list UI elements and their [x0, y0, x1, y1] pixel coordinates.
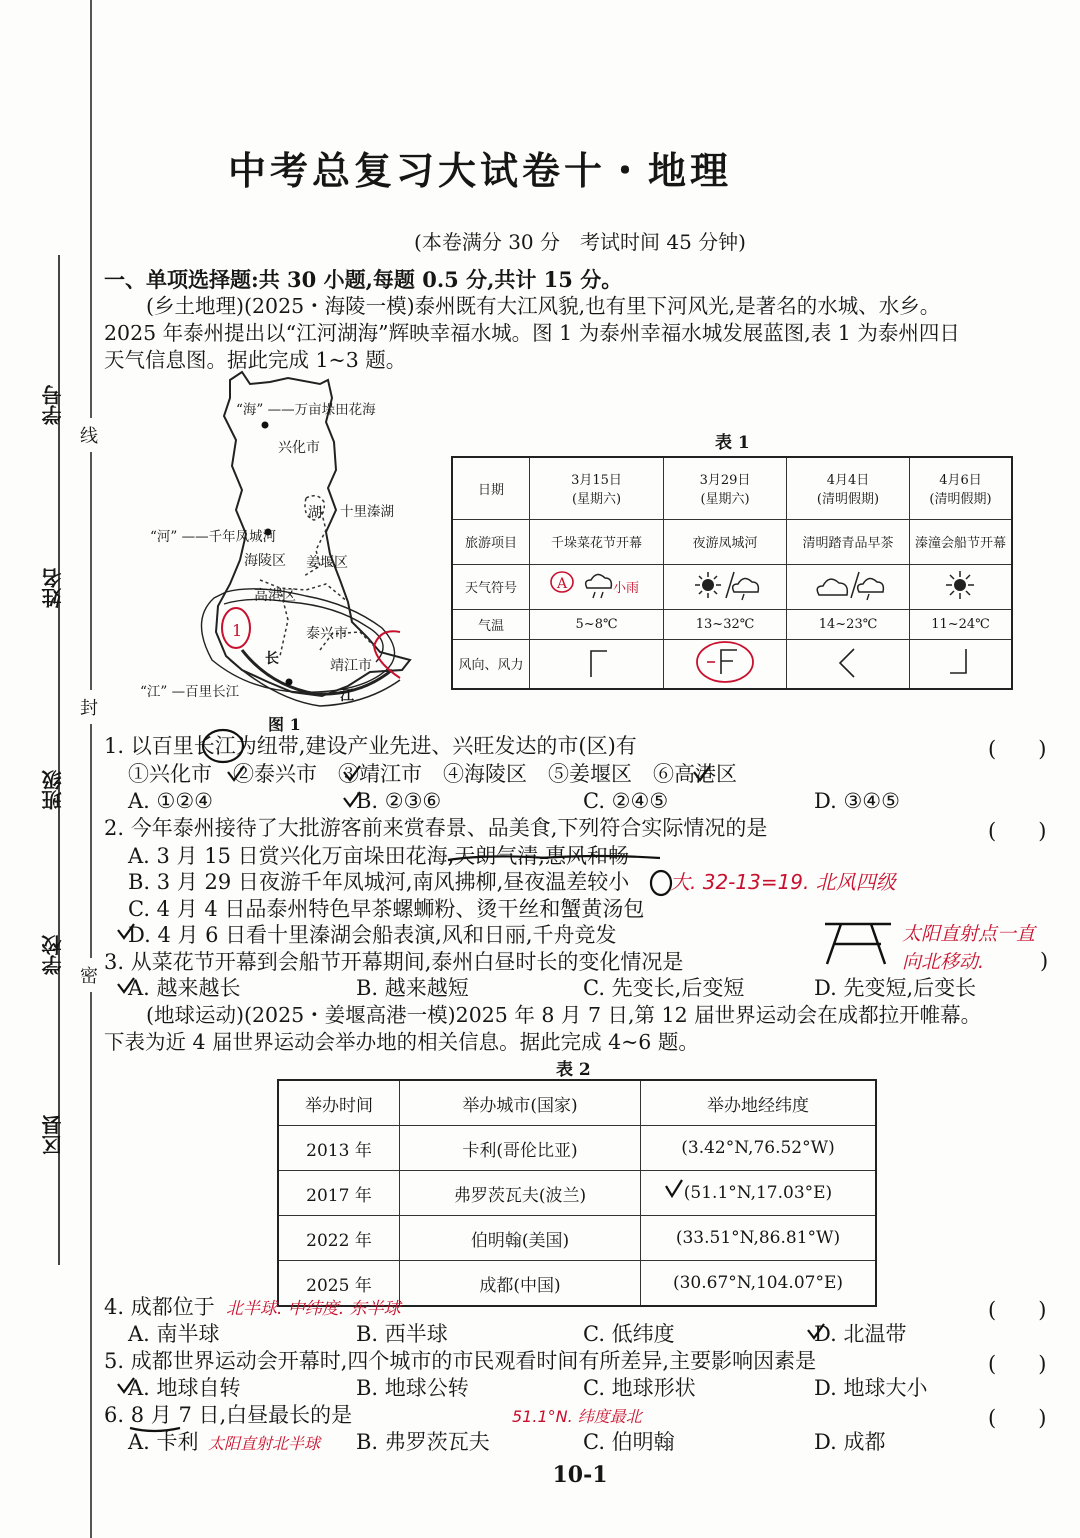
t2-cell-coords: (30.67°N,104.07°E) — [641, 1261, 877, 1307]
cut-mark-secret: 密 — [80, 958, 98, 992]
t2-header: 举办时间 — [278, 1080, 400, 1126]
handwritten-note-q6-a: 太阳直射北半球 — [208, 1434, 321, 1453]
t2-cell-city: 弗罗茨瓦夫(波兰) — [400, 1171, 641, 1216]
t2-cell-coords: (3.42°N,76.52°W) — [641, 1126, 877, 1171]
t1-project-cell: 溱潼会船节开幕 — [909, 519, 1012, 564]
t2-cell-coords: (33.51°N,86.81°W) — [641, 1216, 877, 1261]
q1-items: ①兴化市 ②泰兴市 ③靖江市 ④海陵区 ⑤姜堰区 ⑥高港区 — [128, 762, 737, 786]
option-c[interactable]: C. 先变长,后变短 — [583, 976, 745, 1000]
t1-date-cell: 4月6日 (清明假期) — [909, 457, 1012, 519]
table2-caption: 表 2 — [556, 1060, 591, 1080]
page-number: 10-1 — [552, 1462, 608, 1488]
answer-bracket[interactable]: ( ) — [988, 819, 1047, 843]
option-b[interactable]: B. ②③⑥ — [356, 789, 442, 813]
map-label-chang: 长 — [265, 651, 279, 667]
option-a[interactable]: A. ①②④ — [128, 789, 213, 813]
map-label-jiang-char: 江 — [340, 688, 354, 704]
side-label-student-id: 学号 — [41, 385, 65, 425]
svg-text:1: 1 — [232, 621, 243, 640]
t2-header: 举办地经纬度 — [641, 1080, 877, 1126]
question-3: 3. 从菜花节开幕到会船节开幕期间,泰州白昼时长的变化情况是 — [104, 950, 684, 974]
answer-bracket[interactable]: ( ) — [988, 1352, 1047, 1376]
t1-project-cell: 千垛菜花节开幕 — [530, 519, 664, 564]
option-c[interactable]: C. 伯明翰 — [583, 1430, 675, 1454]
handwritten-note-q6-b: 51.1°N. 纬度最北 — [512, 1407, 642, 1426]
t2-cell-city: 伯明翰(美国) — [400, 1216, 641, 1261]
t2-cell-year: 2022 年 — [278, 1216, 400, 1261]
option-c[interactable]: C. ②④⑤ — [583, 789, 669, 813]
question-4: 4. 成都位于 — [104, 1295, 215, 1319]
map-label-jiangyan: 姜堰区 — [306, 555, 348, 571]
option-d[interactable]: D. 先变短,后变长 — [814, 976, 977, 1000]
t2-cell-year: 2025 年 — [278, 1261, 400, 1307]
t1-temp-cell: 14~23℃ — [787, 609, 910, 639]
answer-bracket[interactable]: ( ) — [988, 737, 1047, 761]
t1-header-wind: 风向、风力 — [452, 639, 530, 689]
exam-info: (本卷满分 30 分 考试时间 45 分钟) — [414, 230, 746, 254]
option-a[interactable]: A. 南半球 — [128, 1322, 220, 1346]
option-b[interactable]: B. 地球公转 — [356, 1376, 469, 1400]
question-2: 2. 今年泰州接待了大批游客前来赏春景、品美食,下列符合实际情况的是 — [104, 816, 768, 840]
page-title: 中考总复习大试卷十・地理 — [227, 149, 732, 193]
t2-cell-city: 成都(中国) — [400, 1261, 641, 1307]
option-c[interactable]: C. 4 月 4 日品泰州特色早茶螺蛳粉、烫干丝和蟹黄汤包 — [128, 897, 645, 921]
map-label-jingjiang: 靖江市 — [330, 658, 372, 674]
answer-bracket[interactable]: ( ) — [988, 1406, 1047, 1430]
handwritten-note-q3: 太阳直射点一直向北移动. — [902, 923, 1036, 973]
map-caption: 图 1 — [268, 715, 301, 734]
question-1: 1. 以百里长江为纽带,建设产业先进、兴旺发达的市(区)有 — [104, 734, 637, 758]
option-a[interactable]: A. 越来越长 — [128, 976, 241, 1000]
option-b[interactable]: B. 弗罗茨瓦夫 — [356, 1430, 490, 1454]
side-label-class: 班级 — [41, 770, 65, 810]
option-b[interactable]: B. 西半球 — [356, 1322, 448, 1346]
option-a[interactable]: A. 地球自转 — [128, 1376, 241, 1400]
t2-cell-city: 卡利(哥伦比亚) — [400, 1126, 641, 1171]
map-label-he: “河” ——千年凤城河 — [150, 529, 277, 545]
option-c[interactable]: C. 低纬度 — [583, 1322, 675, 1346]
map-label-gaogang: 高港区 — [254, 588, 296, 604]
map-label-hailing: 海陵区 — [244, 553, 286, 569]
option-a[interactable]: A. 3 月 15 日赏兴化万亩垛田花海,天朗气清,惠风和畅 — [128, 844, 629, 868]
table1-caption: 表 1 — [715, 433, 750, 453]
side-label-district: 区县 — [41, 1115, 65, 1155]
option-d[interactable]: D. 成都 — [814, 1430, 886, 1454]
option-c[interactable]: C. 地球形状 — [583, 1376, 696, 1400]
t2-cell-coords: (51.1°N,17.03°E) — [641, 1171, 877, 1216]
t1-temp-cell: 11~24℃ — [909, 609, 1012, 639]
t1-date-cell: 3月29日 (星期六) — [664, 457, 787, 519]
option-b[interactable]: B. 越来越短 — [356, 976, 469, 1000]
t1-header-temp: 气温 — [452, 609, 530, 639]
cut-mark-seal: 封 — [80, 690, 98, 724]
intro-paragraph-1: (乡土地理)(2025・海陵一模)泰州既有大江风貌,也有里下河风光,是著名的水城、水乡。 2025 年泰州提出以“江河湖海”辉映幸福水城。图 1 为泰州幸福水城发展蓝图,表 1 为泰州四日 天气信息图。据此完成 1~3 题。 — [104, 294, 960, 372]
handwritten-note-q4: 北半球. 中纬度. 东半球 — [226, 1299, 401, 1319]
t1-date-cell: 3月15日 (星期六) — [530, 457, 664, 519]
map-label-hu: 湖 — [308, 505, 322, 521]
svg-text:小雨: 小雨 — [612, 580, 639, 596]
map-label-taixing: 泰兴市 — [306, 626, 348, 642]
t1-temp-cell: 5~8℃ — [530, 609, 664, 639]
t1-temp-cell: 13~32℃ — [664, 609, 787, 639]
t1-header-project: 旅游项目 — [452, 519, 530, 564]
answer-bracket[interactable]: ( ) — [988, 1298, 1047, 1322]
section-heading: 一、单项选择题:共 30 小题,每题 0.5 分,共计 15 分。 — [104, 267, 623, 292]
option-d[interactable]: D. 4 月 6 日看十里溱湖会船表演,风和日丽,千舟竞发 — [128, 923, 617, 947]
answer-bracket[interactable]: ) — [1040, 949, 1049, 973]
handwritten-note-q2: 大. 32-13=19. 北风四级 — [670, 870, 896, 894]
cut-mark-line: 线 — [80, 418, 98, 452]
side-label-school: 学校 — [41, 935, 65, 975]
map-label-hai: “海” ——万亩垛田花海 — [236, 402, 376, 418]
t1-project-cell: 夜游凤城河 — [664, 519, 787, 564]
t1-header-weather: 天气符号 — [452, 564, 530, 609]
option-d[interactable]: D. ③④⑤ — [814, 789, 900, 813]
map-label-xinghua: 兴化市 — [278, 440, 320, 456]
t2-cell-year: 2013 年 — [278, 1126, 400, 1171]
t2-header: 举办城市(国家) — [400, 1080, 641, 1126]
map-label-jiang: “江” —百里长江 — [140, 684, 240, 700]
map-label-shilihu: 十里溱湖 — [340, 504, 394, 520]
svg-text:A: A — [556, 575, 567, 592]
side-label-name: 姓名 — [41, 568, 65, 608]
option-b[interactable]: B. 3 月 29 日夜游千年凤城河,南风拂柳,昼夜温差较小 — [128, 870, 630, 894]
t1-project-cell: 清明踏青品早茶 — [787, 519, 910, 564]
t1-header-date: 日期 — [452, 457, 530, 519]
question-5: 5. 成都世界运动会开幕时,四个城市的市民观看时间有所差异,主要影响因素是 — [104, 1349, 817, 1373]
option-d[interactable]: D. 北温带 — [814, 1322, 907, 1346]
t1-date-cell: 4月4日 (清明假期) — [787, 457, 910, 519]
question-6: 6. 8 月 7 日,白昼最长的是 — [104, 1403, 353, 1427]
option-d[interactable]: D. 地球大小 — [814, 1376, 928, 1400]
intro-paragraph-2: (地球运动)(2025・姜堰高港一模)2025 年 8 月 7 日,第 12 届世界运动会在成都拉开帷幕。 下表为近 4 届世界运动会举办地的相关信息。据此完成 4~6 题。 — [104, 1003, 982, 1054]
option-a[interactable]: A. 卡利 — [128, 1430, 199, 1454]
t2-cell-year: 2017 年 — [278, 1171, 400, 1216]
